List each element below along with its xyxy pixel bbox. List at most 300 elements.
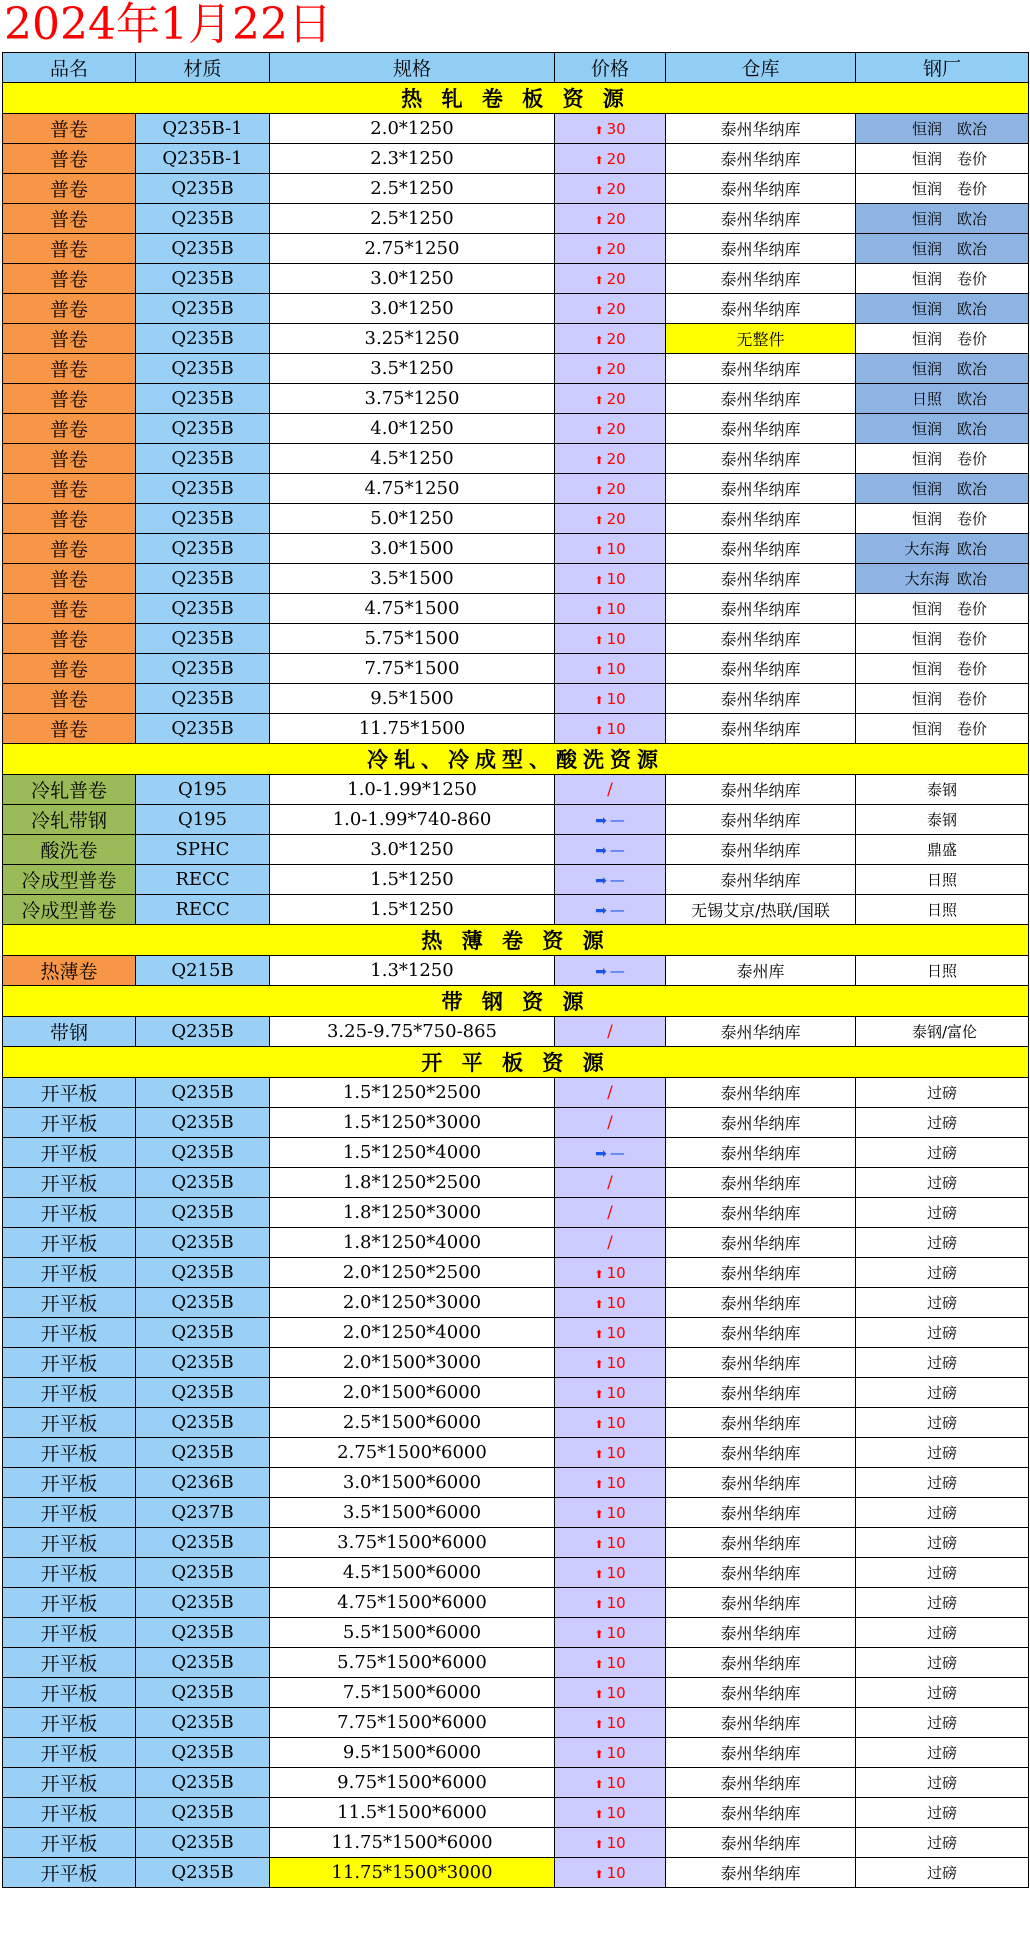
arrow-up-icon: ⬆ (594, 1357, 604, 1371)
spec-cell: 1.5*1250 (270, 865, 555, 895)
price-change-value: — (609, 900, 625, 919)
mill-name: 过磅 (926, 1744, 957, 1762)
price-change-value: / (607, 1082, 613, 1103)
warehouse-cell: 泰州华纳库 (666, 114, 856, 144)
section-header-row (3, 986, 1029, 1017)
mill-cell (856, 895, 1029, 925)
price-change-value: 10 (606, 1593, 626, 1612)
price-change-value: 10 (606, 539, 626, 558)
price-change-value: — (609, 1143, 625, 1162)
mill-cell (856, 1828, 1029, 1858)
product-name-cell: 开平板 (3, 1558, 136, 1588)
mill-name: 恒润 (911, 420, 942, 438)
table-row (3, 895, 1029, 925)
material-cell: RECC (136, 895, 270, 925)
mill-name: 大东海 (904, 540, 950, 558)
price-change-cell (555, 1528, 666, 1558)
material-cell: Q235B (136, 1648, 270, 1678)
section-title: 冷轧、冷成型、酸洗资源 (3, 744, 1029, 775)
price-change-value: 20 (606, 389, 626, 408)
warehouse-cell: 泰州华纳库 (666, 1498, 856, 1528)
spec-cell: 2.0*1250 (270, 114, 555, 144)
table-row (3, 1438, 1029, 1468)
product-name-cell: 冷轧带钢 (3, 805, 136, 835)
price-change-cell (555, 174, 666, 204)
table-row (3, 444, 1029, 474)
product-name-cell: 普卷 (3, 624, 136, 654)
mill-name: 过磅 (926, 1624, 957, 1642)
mill-note: 卷价 (956, 720, 987, 738)
table-row (3, 624, 1029, 654)
header-row (3, 53, 1029, 83)
table-row (3, 1198, 1029, 1228)
table-row (3, 174, 1029, 204)
mill-note: 欧冶 (956, 570, 987, 588)
spec-cell: 1.5*1250 (270, 895, 555, 925)
product-name-cell: 普卷 (3, 684, 136, 714)
spec-cell: 3.75*1500*6000 (270, 1528, 555, 1558)
spec-cell: 1.5*1250*4000 (270, 1138, 555, 1168)
spec-cell: 11.75*1500*3000 (270, 1858, 555, 1888)
mill-cell (856, 1408, 1029, 1438)
material-cell: Q195 (136, 775, 270, 805)
price-change-value: / (607, 1112, 613, 1133)
warehouse-cell: 泰州华纳库 (666, 1648, 856, 1678)
mill-name: 过磅 (926, 1564, 957, 1582)
spec-cell: 4.5*1500*6000 (270, 1558, 555, 1588)
product-name-cell: 开平板 (3, 1678, 136, 1708)
price-change-cell (555, 775, 666, 805)
table-row (3, 775, 1029, 805)
warehouse-cell: 泰州华纳库 (666, 1438, 856, 1468)
material-cell: Q235B (136, 474, 270, 504)
mill-cell (856, 1858, 1029, 1888)
table-row (3, 1588, 1029, 1618)
material-cell: Q235B (136, 174, 270, 204)
mill-cell (856, 1738, 1029, 1768)
material-cell: Q235B (136, 594, 270, 624)
mill-note: 欧冶 (956, 210, 987, 228)
mill-cell (856, 714, 1029, 744)
arrow-up-icon: ⬆ (594, 423, 604, 437)
material-cell: Q235B (136, 564, 270, 594)
mill-cell (856, 594, 1029, 624)
mill-name: 过磅 (926, 1144, 957, 1162)
material-cell: Q235B (136, 1318, 270, 1348)
warehouse-cell: 泰州华纳库 (666, 1288, 856, 1318)
warehouse-cell: 泰州华纳库 (666, 564, 856, 594)
material-cell: Q235B (136, 1798, 270, 1828)
table-row (3, 1318, 1029, 1348)
mill-cell (856, 1588, 1029, 1618)
mill-note: 卷价 (956, 270, 987, 288)
material-cell: Q235B (136, 384, 270, 414)
arrow-up-icon: ⬆ (594, 1867, 604, 1881)
product-name-cell: 开平板 (3, 1288, 136, 1318)
mill-note: 卷价 (956, 450, 987, 468)
table-row (3, 1798, 1029, 1828)
mill-cell (856, 1108, 1029, 1138)
material-cell: Q235B (136, 1738, 270, 1768)
material-cell: Q235B (136, 1588, 270, 1618)
arrow-up-icon: ⬆ (594, 123, 604, 137)
product-name-cell: 开平板 (3, 1588, 136, 1618)
mill-name: 过磅 (926, 1354, 957, 1372)
mill-cell (856, 1618, 1029, 1648)
material-cell: Q235B (136, 654, 270, 684)
header-warehouse: 仓库 (666, 53, 856, 83)
section-header-row (3, 744, 1029, 775)
material-cell: Q235B (136, 264, 270, 294)
arrow-up-icon: ⬆ (594, 693, 604, 707)
spec-cell: 4.5*1250 (270, 444, 555, 474)
arrow-up-icon: ⬆ (594, 213, 604, 227)
table-row (3, 1228, 1029, 1258)
warehouse-cell: 泰州华纳库 (666, 504, 856, 534)
mill-name: 过磅 (926, 1804, 957, 1822)
warehouse-cell: 泰州华纳库 (666, 1108, 856, 1138)
table-row (3, 1558, 1029, 1588)
warehouse-cell: 泰州华纳库 (666, 1768, 856, 1798)
material-cell: Q235B (136, 1858, 270, 1888)
mill-cell (856, 534, 1029, 564)
warehouse-cell: 泰州华纳库 (666, 384, 856, 414)
warehouse-cell: 泰州华纳库 (666, 234, 856, 264)
mill-cell (856, 1438, 1029, 1468)
price-change-cell (555, 1648, 666, 1678)
warehouse-cell: 泰州华纳库 (666, 1558, 856, 1588)
mill-name: 恒润 (911, 510, 942, 528)
table-row (3, 324, 1029, 354)
price-change-cell (555, 1468, 666, 1498)
arrow-up-icon: ⬆ (594, 513, 604, 527)
price-change-cell (555, 354, 666, 384)
spec-cell: 4.75*1500 (270, 594, 555, 624)
spec-cell: 9.5*1500*6000 (270, 1738, 555, 1768)
material-cell: Q235B-1 (136, 114, 270, 144)
price-change-cell (555, 384, 666, 414)
price-change-cell (555, 1768, 666, 1798)
table-row (3, 1618, 1029, 1648)
mill-cell (856, 1258, 1029, 1288)
warehouse-cell: 泰州华纳库 (666, 1017, 856, 1047)
price-change-cell (555, 805, 666, 835)
material-cell: Q235B (136, 1408, 270, 1438)
warehouse-cell: 泰州华纳库 (666, 534, 856, 564)
product-name-cell: 开平板 (3, 1408, 136, 1438)
price-change-cell (555, 1198, 666, 1228)
price-change-value: 10 (606, 659, 626, 678)
product-name-cell: 普卷 (3, 444, 136, 474)
mill-name: 过磅 (926, 1204, 957, 1222)
price-change-value: 10 (606, 1263, 626, 1282)
mill-name: 过磅 (926, 1474, 957, 1492)
warehouse-cell: 泰州华纳库 (666, 474, 856, 504)
mill-name: 恒润 (911, 480, 942, 498)
price-change-cell (555, 1828, 666, 1858)
header-mill: 钢厂 (856, 53, 1029, 83)
arrow-up-icon: ⬆ (594, 333, 604, 347)
price-change-cell (555, 594, 666, 624)
table-row (3, 1768, 1029, 1798)
price-change-cell (555, 956, 666, 986)
table-row (3, 835, 1029, 865)
product-name-cell: 冷成型普卷 (3, 865, 136, 895)
price-change-cell (555, 1708, 666, 1738)
product-name-cell: 开平板 (3, 1198, 136, 1228)
price-change-value: 20 (606, 149, 626, 168)
product-name-cell: 开平板 (3, 1318, 136, 1348)
price-table-body (3, 53, 1029, 1888)
product-name-cell: 开平板 (3, 1438, 136, 1468)
spec-cell: 5.5*1500*6000 (270, 1618, 555, 1648)
section-title: 带 钢 资 源 (3, 986, 1029, 1017)
mill-cell (856, 174, 1029, 204)
spec-cell: 2.0*1500*6000 (270, 1378, 555, 1408)
product-name-cell: 开平板 (3, 1258, 136, 1288)
material-cell: Q235B (136, 1828, 270, 1858)
table-row (3, 1678, 1029, 1708)
spec-cell: 1.8*1250*4000 (270, 1228, 555, 1258)
warehouse-cell: 泰州华纳库 (666, 414, 856, 444)
product-name-cell: 普卷 (3, 504, 136, 534)
price-change-value: — (609, 870, 625, 889)
price-change-value: 20 (606, 179, 626, 198)
price-change-cell (555, 835, 666, 865)
price-change-value: 20 (606, 209, 626, 228)
mill-note: 欧冶 (956, 300, 987, 318)
mill-name: 鼎盛 (926, 841, 957, 859)
mill-cell (856, 114, 1029, 144)
warehouse-cell: 泰州华纳库 (666, 624, 856, 654)
price-change-cell (555, 1258, 666, 1288)
mill-note: 卷价 (956, 180, 987, 198)
price-change-cell (555, 1798, 666, 1828)
material-cell: Q235B (136, 204, 270, 234)
price-change-value: 10 (606, 1383, 626, 1402)
mill-name: 过磅 (926, 1414, 957, 1432)
material-cell: Q235B (136, 534, 270, 564)
price-change-cell (555, 1017, 666, 1047)
table-row (3, 594, 1029, 624)
table-row (3, 114, 1029, 144)
mill-name: 恒润 (911, 450, 942, 468)
product-name-cell: 开平板 (3, 1708, 136, 1738)
material-cell: Q235B (136, 1618, 270, 1648)
price-change-cell (555, 895, 666, 925)
mill-name: 过磅 (926, 1084, 957, 1102)
arrow-up-icon: ⬆ (594, 603, 604, 617)
mill-cell (856, 624, 1029, 654)
arrow-up-icon: ⬆ (594, 1777, 604, 1791)
section-header-row (3, 83, 1029, 114)
spec-cell: 3.0*1250 (270, 294, 555, 324)
price-change-cell (555, 414, 666, 444)
material-cell: Q235B (136, 324, 270, 354)
material-cell: Q235B (136, 1378, 270, 1408)
spec-cell: 1.5*1250*2500 (270, 1078, 555, 1108)
mill-cell (856, 1798, 1029, 1828)
price-change-cell (555, 234, 666, 264)
product-name-cell: 普卷 (3, 204, 136, 234)
price-change-value: 20 (606, 479, 626, 498)
price-change-cell (555, 1438, 666, 1468)
price-change-cell (555, 1168, 666, 1198)
warehouse-cell: 泰州华纳库 (666, 1078, 856, 1108)
price-change-value: 10 (606, 1323, 626, 1342)
material-cell: Q235B (136, 1678, 270, 1708)
price-change-value: 10 (606, 1773, 626, 1792)
table-row (3, 1858, 1029, 1888)
mill-name: 恒润 (911, 270, 942, 288)
price-change-cell (555, 1078, 666, 1108)
arrow-up-icon: ⬆ (594, 1477, 604, 1491)
warehouse-cell: 泰州华纳库 (666, 1588, 856, 1618)
table-row (3, 1108, 1029, 1138)
product-name-cell: 普卷 (3, 294, 136, 324)
price-change-cell (555, 624, 666, 654)
table-row (3, 204, 1029, 234)
sheet-title: 2024年1月22日 (4, 0, 332, 50)
price-change-value: 10 (606, 1713, 626, 1732)
spec-cell: 3.5*1500*6000 (270, 1498, 555, 1528)
spec-cell: 4.75*1250 (270, 474, 555, 504)
spec-cell: 1.8*1250*3000 (270, 1198, 555, 1228)
table-row (3, 1738, 1029, 1768)
price-change-value: — (609, 961, 625, 980)
price-change-cell (555, 865, 666, 895)
header-price: 价格 (555, 53, 666, 83)
table-row (3, 1528, 1029, 1558)
mill-cell (856, 865, 1029, 895)
section-title: 热 轧 卷 板 资 源 (3, 83, 1029, 114)
material-cell: Q235B (136, 1108, 270, 1138)
material-cell: Q235B (136, 1768, 270, 1798)
table-row (3, 1648, 1029, 1678)
warehouse-cell: 泰州华纳库 (666, 1798, 856, 1828)
price-change-cell (555, 444, 666, 474)
warehouse-cell: 泰州华纳库 (666, 654, 856, 684)
price-change-cell (555, 1588, 666, 1618)
product-name-cell: 开平板 (3, 1498, 136, 1528)
material-cell: Q235B (136, 234, 270, 264)
product-name-cell: 酸洗卷 (3, 835, 136, 865)
price-table (2, 52, 1029, 1888)
arrow-up-icon: ⬆ (594, 1417, 604, 1431)
mill-cell (856, 684, 1029, 714)
mill-name: 日照 (926, 871, 957, 889)
warehouse-cell: 泰州华纳库 (666, 1408, 856, 1438)
table-row (3, 1168, 1029, 1198)
material-cell: Q235B (136, 1258, 270, 1288)
mill-name: 恒润 (911, 630, 942, 648)
table-row (3, 1288, 1029, 1318)
arrow-right-icon: ➡ (595, 1145, 607, 1162)
arrow-right-icon: ➡ (595, 842, 607, 859)
table-row (3, 1078, 1029, 1108)
material-cell: Q235B (136, 1528, 270, 1558)
price-change-value: 20 (606, 329, 626, 348)
price-change-value: / (607, 1021, 613, 1042)
table-row (3, 1017, 1029, 1047)
warehouse-cell: 泰州华纳库 (666, 1198, 856, 1228)
table-row (3, 1498, 1029, 1528)
arrow-up-icon: ⬆ (594, 393, 604, 407)
product-name-cell: 普卷 (3, 384, 136, 414)
spec-cell: 3.0*1500*6000 (270, 1468, 555, 1498)
arrow-up-icon: ⬆ (594, 303, 604, 317)
mill-note: 欧冶 (956, 390, 987, 408)
product-name-cell: 普卷 (3, 714, 136, 744)
spec-cell: 11.5*1500*6000 (270, 1798, 555, 1828)
mill-cell (856, 294, 1029, 324)
product-name-cell: 普卷 (3, 474, 136, 504)
arrow-up-icon: ⬆ (594, 1267, 604, 1281)
mill-cell (856, 835, 1029, 865)
arrow-up-icon: ⬆ (594, 1747, 604, 1761)
arrow-up-icon: ⬆ (594, 1807, 604, 1821)
mill-cell (856, 654, 1029, 684)
material-cell: Q235B (136, 414, 270, 444)
price-change-value: / (607, 1232, 613, 1253)
spec-cell: 2.0*1250*3000 (270, 1288, 555, 1318)
mill-cell (856, 204, 1029, 234)
material-cell: SPHC (136, 835, 270, 865)
material-cell: Q235B (136, 1288, 270, 1318)
price-change-value: 10 (606, 569, 626, 588)
price-change-value: — (609, 840, 625, 859)
mill-note: 卷价 (956, 510, 987, 528)
material-cell: Q235B (136, 504, 270, 534)
mill-cell (856, 1288, 1029, 1318)
table-row (3, 384, 1029, 414)
material-cell: RECC (136, 865, 270, 895)
material-cell: Q235B (136, 1708, 270, 1738)
arrow-up-icon: ⬆ (594, 1507, 604, 1521)
spec-cell: 2.0*1250*4000 (270, 1318, 555, 1348)
price-change-cell (555, 1498, 666, 1528)
warehouse-cell: 泰州华纳库 (666, 1528, 856, 1558)
mill-cell (856, 805, 1029, 835)
section-title: 开 平 板 资 源 (3, 1047, 1029, 1078)
arrow-up-icon: ⬆ (594, 363, 604, 377)
mill-cell (856, 1017, 1029, 1047)
product-name-cell: 普卷 (3, 324, 136, 354)
table-row (3, 564, 1029, 594)
arrow-up-icon: ⬆ (594, 723, 604, 737)
mill-cell (856, 1228, 1029, 1258)
arrow-up-icon: ⬆ (594, 1447, 604, 1461)
arrow-up-icon: ⬆ (594, 1687, 604, 1701)
material-cell: Q235B (136, 1017, 270, 1047)
spec-cell: 2.75*1500*6000 (270, 1438, 555, 1468)
product-name-cell: 热薄卷 (3, 956, 136, 986)
mill-name: 恒润 (911, 690, 942, 708)
mill-cell (856, 1378, 1029, 1408)
price-change-value: 20 (606, 509, 626, 528)
spec-cell: 11.75*1500 (270, 714, 555, 744)
mill-name: 过磅 (926, 1174, 957, 1192)
mill-name: 过磅 (926, 1324, 957, 1342)
table-row (3, 1258, 1029, 1288)
spec-cell: 3.25-9.75*750-865 (270, 1017, 555, 1047)
material-cell: Q235B (136, 1168, 270, 1198)
mill-cell (856, 1528, 1029, 1558)
mill-name: 大东海 (904, 570, 950, 588)
table-row (3, 805, 1029, 835)
spec-cell: 1.0-1.99*740-860 (270, 805, 555, 835)
product-name-cell: 冷轧普卷 (3, 775, 136, 805)
